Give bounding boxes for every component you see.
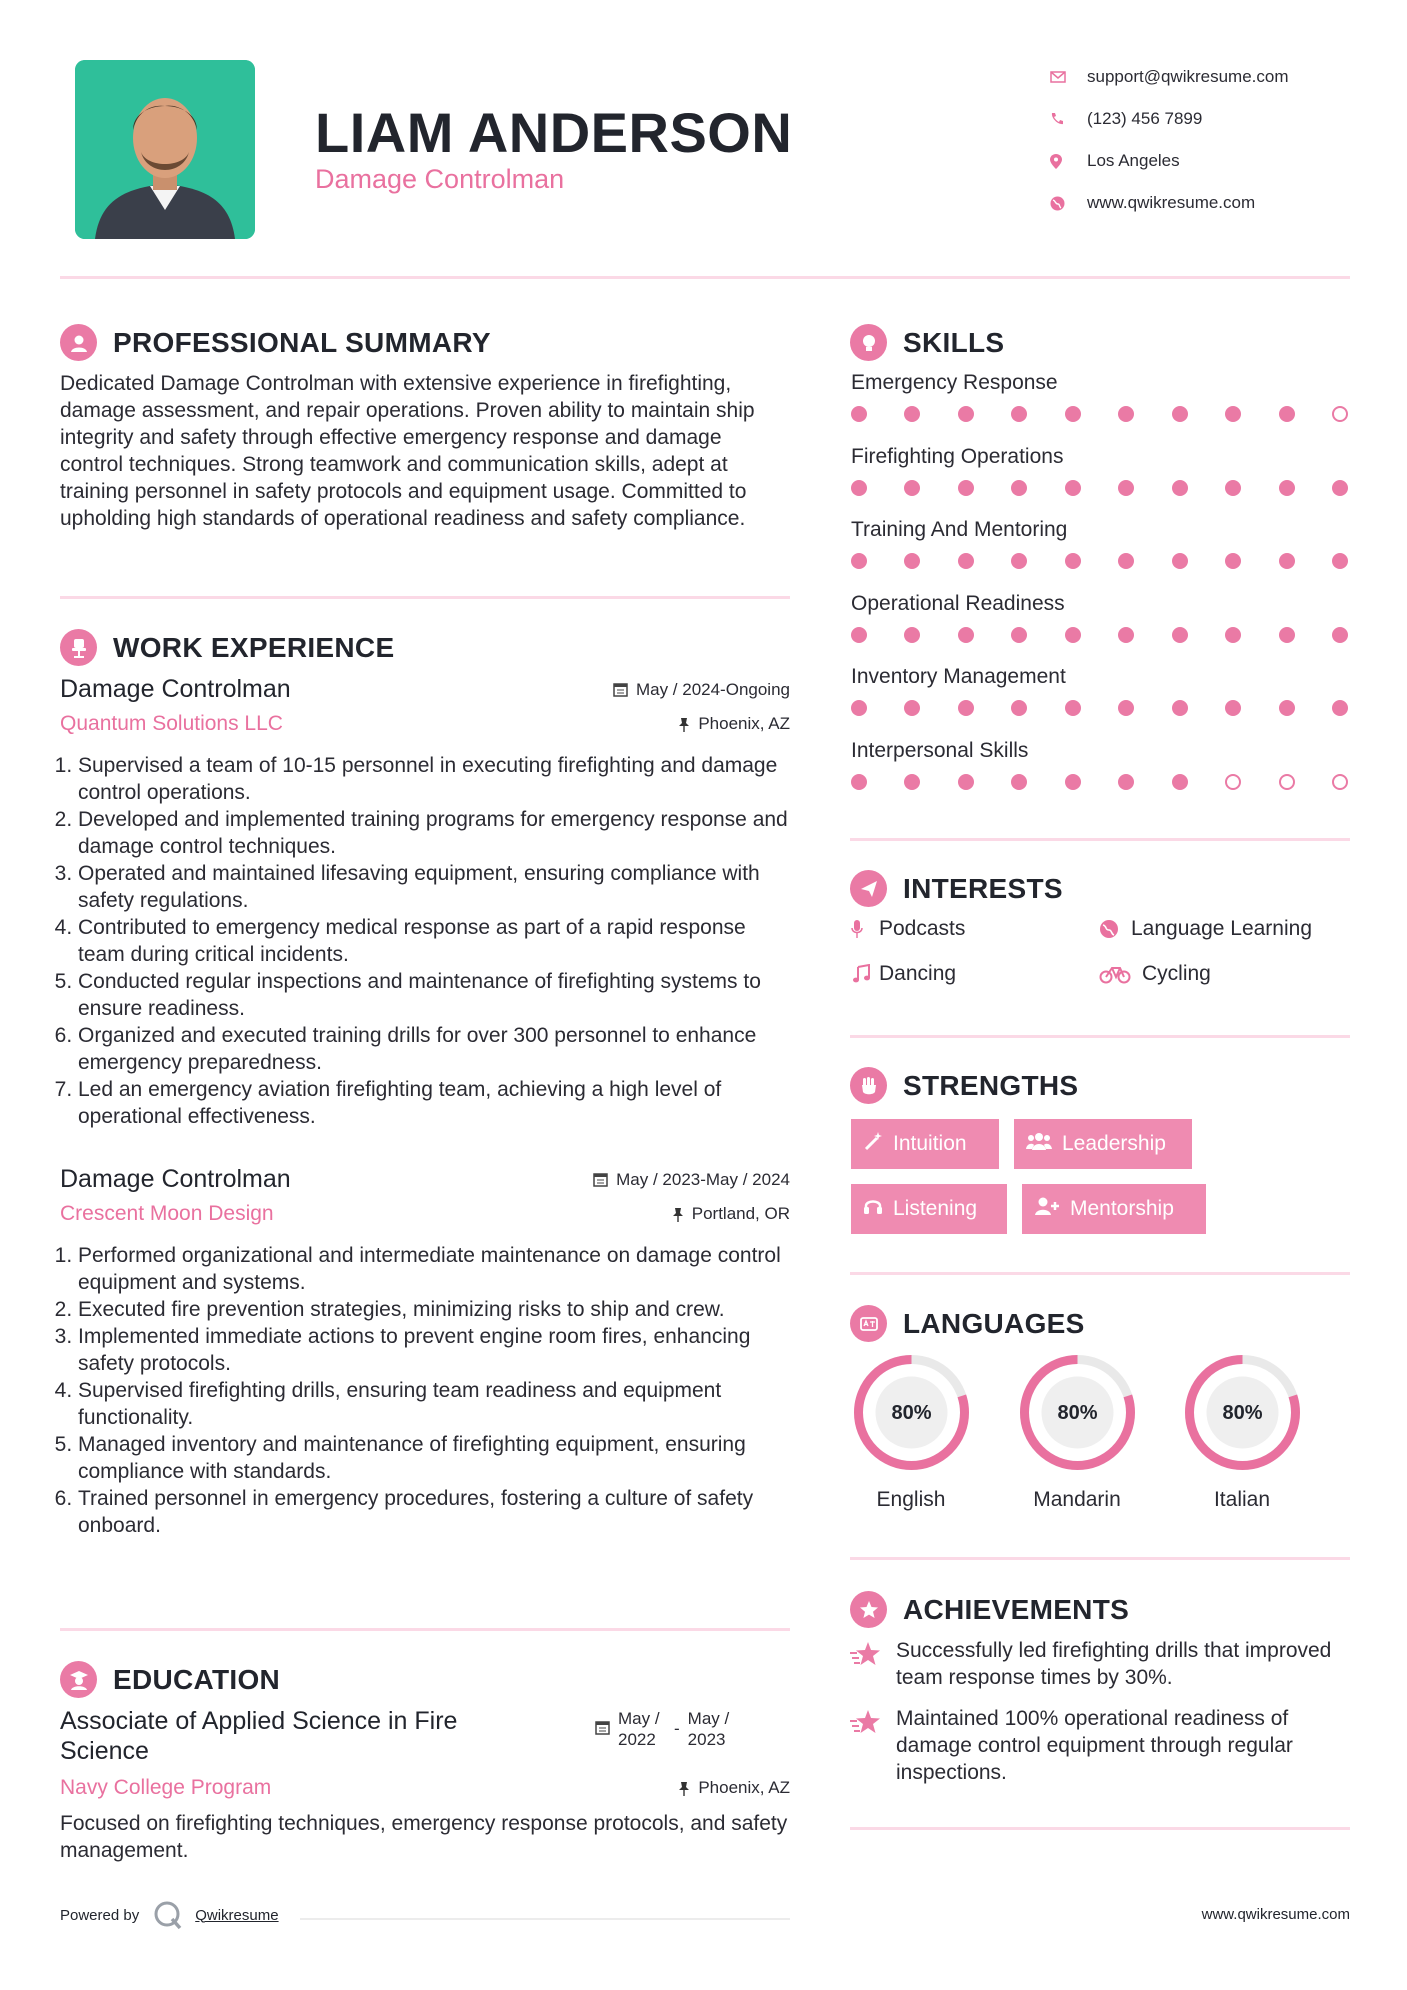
ring-percent-label: 80% (1222, 1402, 1263, 1424)
mail-icon (1050, 71, 1087, 83)
rating-dot-filled (1118, 627, 1134, 643)
rating-dot-filled (1065, 700, 1081, 716)
rating-dot-filled (904, 480, 920, 496)
rating-dot-filled (1118, 480, 1134, 496)
globe-icon (1099, 919, 1131, 939)
rating-dot-filled (851, 406, 867, 422)
rating-dot-filled (1065, 774, 1081, 790)
headphones-icon (863, 1196, 883, 1222)
footer-brand-link[interactable]: Qwikresume (195, 1906, 279, 1924)
skills-heading: SKILLS (850, 324, 1004, 361)
rating-dot-filled (1172, 480, 1188, 496)
interest-item: Podcasts (851, 917, 965, 941)
pushpin-icon (672, 1207, 684, 1222)
rating-dot-filled (958, 700, 974, 716)
interest-item: Cycling (1099, 962, 1211, 986)
strength-chip: Mentorship (1022, 1184, 1206, 1234)
achievements-heading: ACHIEVEMENTS (850, 1591, 1129, 1628)
rating-dot-filled (1011, 700, 1027, 716)
achievement-item: Maintained 100% operational readiness of damage control equipment through regular inspections. (850, 1705, 1350, 1786)
languages-divider (850, 1557, 1350, 1560)
rating-dot-filled (1225, 627, 1241, 643)
school-name: Navy College Program (60, 1776, 272, 1799)
translate-icon (850, 1305, 887, 1342)
education-entry (60, 1706, 790, 1864)
users-icon (1026, 1131, 1052, 1157)
rating-dot-filled (1225, 553, 1241, 569)
language-ring (851, 1352, 972, 1473)
job-location: Phoenix, AZ (678, 714, 790, 734)
footer-powered-by: Powered by Qwikresume (60, 1900, 279, 1930)
header-divider (60, 276, 1350, 279)
job-bullets (60, 1242, 790, 1539)
footer-url[interactable]: www.qwikresume.com (1201, 1906, 1350, 1923)
degree-title: Associate of Applied Science in Fire Science (60, 1707, 458, 1765)
achievements-divider (850, 1827, 1350, 1830)
languages-heading: LANGUAGES (850, 1305, 1085, 1342)
calendar-icon (593, 1172, 608, 1187)
paper-plane-icon (850, 870, 887, 907)
skill-rating (851, 700, 1348, 716)
skill-row (851, 518, 1348, 592)
user-icon (60, 324, 97, 361)
education-heading: EDUCATION (60, 1661, 280, 1698)
rating-dot-filled (904, 627, 920, 643)
graduate-icon (60, 1661, 97, 1698)
job-entry (60, 675, 790, 1130)
language-name: Italian (1213, 1488, 1271, 1511)
achievement-item: Successfully led firefighting drills that improved team response times by 30%. (850, 1637, 1350, 1691)
rating-dot-filled (1118, 553, 1134, 569)
rating-dot-filled (1279, 553, 1295, 569)
language-ring (1017, 1352, 1138, 1473)
interest-item: Dancing (851, 962, 956, 986)
footer-divider (300, 1918, 790, 1920)
rating-dot-filled (1118, 700, 1134, 716)
job-title: Damage Controlman (60, 675, 291, 703)
qwikresume-logo-icon (153, 1900, 183, 1930)
rating-dot-filled (1172, 406, 1188, 422)
rating-dot-filled (1332, 480, 1348, 496)
job-location: Portland, OR (672, 1204, 790, 1224)
user-plus-icon (1034, 1196, 1060, 1222)
rating-dot-filled (1332, 627, 1348, 643)
rating-dot-filled (958, 627, 974, 643)
rating-dot-filled (1279, 700, 1295, 716)
job-title: Damage Controlman (60, 1165, 291, 1193)
lightbulb-icon (850, 324, 887, 361)
award-star-icon (850, 1591, 887, 1628)
list-item: 1. Supervised a team of 10-15 personnel in executing firefighting and damage control operations. (78, 752, 790, 806)
phone-icon (1050, 112, 1087, 126)
skill-row (851, 592, 1348, 666)
rating-dot-filled (851, 700, 867, 716)
strength-chip: Leadership (1014, 1119, 1192, 1169)
ring-percent-label: 80% (891, 1402, 932, 1424)
rating-dot-filled (1225, 700, 1241, 716)
skill-name: Operational Readiness (851, 591, 1065, 615)
contact-phone-text: (123) 456 7899 (1087, 109, 1203, 128)
strength-chip: Intuition (851, 1119, 999, 1169)
education-description: Focused on firefighting techniques, emergency response protocols, and safety management. (60, 1812, 788, 1862)
rating-dot-filled (904, 553, 920, 569)
location-pin-icon (1050, 154, 1087, 169)
rating-dot-filled (1065, 480, 1081, 496)
language-ring (1182, 1352, 1303, 1473)
list-item: 5. Conducted regular inspections and maintenance of firefighting systems to ensure readiness. (78, 968, 790, 1022)
person-portrait-icon (75, 60, 255, 239)
magic-wand-icon (863, 1131, 883, 1157)
language-name: Mandarin (1033, 1488, 1121, 1511)
raised-fist-icon (850, 1067, 887, 1104)
job-entry (60, 1165, 790, 1539)
music-note-icon (851, 964, 879, 984)
summary-text: Dedicated Damage Controlman with extensive experience in firefighting, damage assessment, and repair operations. Proven ability to maintain ship integrity and safety through effective emergency response and damage control techniques. Strong teamwork and communication skills, adept at training personnel in safety protocols and equipment usage. Committed to upholding high standards of operational readiness and safety compliance. (60, 372, 755, 530)
rating-dot-empty (1279, 774, 1295, 790)
rating-dot-filled (1172, 774, 1188, 790)
rating-dot-empty (1332, 406, 1348, 422)
rating-dot-filled (1011, 480, 1027, 496)
contact-email-text: support@qwikresume.com (1087, 67, 1289, 86)
list-item: 2. Developed and implemented training programs for emergency response and damage control techniques. (78, 806, 790, 860)
skill-rating (851, 406, 1348, 422)
contact-location (1050, 140, 1289, 182)
rating-dot-filled (1332, 700, 1348, 716)
globe-icon (1050, 196, 1087, 211)
rating-dot-filled (1011, 627, 1027, 643)
contact-website[interactable] (1050, 182, 1289, 224)
contact-website-text: www.qwikresume.com (1087, 193, 1256, 212)
rating-dot-filled (904, 700, 920, 716)
rating-dot-filled (1118, 406, 1134, 422)
pushpin-icon (678, 717, 690, 732)
skill-row (851, 371, 1348, 445)
contact-list (1050, 56, 1289, 224)
skills-list (851, 371, 1348, 812)
rating-dot-filled (1225, 406, 1241, 422)
rating-dot-filled (1279, 406, 1295, 422)
rating-dot-filled (1172, 700, 1188, 716)
list-item: 7. Led an emergency aviation firefighting team, achieving a high level of operational effectiveness. (78, 1076, 790, 1130)
rating-dot-empty (1225, 774, 1241, 790)
candidate-name: LIAM ANDERSON (315, 101, 793, 164)
interest-item: Language Learning (1099, 917, 1312, 941)
summary-divider (60, 596, 790, 599)
rating-dot-filled (1332, 553, 1348, 569)
profile-photo (75, 60, 255, 239)
rating-dot-filled (1279, 480, 1295, 496)
rating-dot-filled (1011, 553, 1027, 569)
job-date: May / 2023-May / 2024 (593, 1170, 790, 1190)
skill-row (851, 665, 1348, 739)
interests-divider (850, 1035, 1350, 1038)
contact-email[interactable] (1050, 56, 1289, 98)
rating-dot-filled (1225, 480, 1241, 496)
bicycle-icon (1099, 964, 1142, 984)
experience-heading: WORK EXPERIENCE (60, 629, 394, 666)
contact-location-text: Los Angeles (1087, 151, 1180, 170)
calendar-icon (613, 682, 628, 697)
rating-dot-filled (904, 406, 920, 422)
rating-dot-filled (1279, 627, 1295, 643)
interests-heading: INTERESTS (850, 870, 1063, 907)
microphone-icon (851, 919, 879, 939)
star-burst-icon (850, 1705, 896, 1786)
education-location: Phoenix, AZ (678, 1778, 790, 1798)
rating-dot-filled (1065, 627, 1081, 643)
rating-dot-filled (1065, 553, 1081, 569)
list-item: 1. Performed organizational and intermediate maintenance on damage control equipment and systems. (78, 1242, 790, 1296)
rating-dot-filled (958, 774, 974, 790)
job-bullets (60, 752, 790, 1130)
list-item: 6. Organized and executed training drills for over 300 personnel to enhance emergency preparedness. (78, 1022, 790, 1076)
office-chair-icon (60, 629, 97, 666)
skill-row (851, 739, 1348, 813)
summary-heading: PROFESSIONAL SUMMARY (60, 324, 491, 361)
skill-name: Training And Mentoring (851, 518, 1068, 541)
contact-phone[interactable] (1050, 98, 1289, 140)
job-date: May / 2024-Ongoing (613, 680, 790, 700)
education-dates: May / 2022 - May / 2023 (595, 1708, 736, 1750)
skill-name: Firefighting Operations (851, 444, 1064, 468)
candidate-role: Damage Controlman (315, 164, 565, 194)
rating-dot-filled (904, 774, 920, 790)
skill-rating (851, 480, 1348, 496)
list-item: 3. Operated and maintained lifesaving equipment, ensuring compliance with safety regulations. (78, 860, 790, 914)
rating-dot-filled (851, 627, 867, 643)
pushpin-icon (678, 1781, 690, 1796)
job-company: Crescent Moon Design (60, 1202, 274, 1225)
list-item: 2. Executed fire prevention strategies, minimizing risks to ship and crew. (78, 1296, 790, 1323)
rating-dot-filled (1172, 627, 1188, 643)
list-item: 5. Managed inventory and maintenance of firefighting equipment, ensuring compliance with standards. (78, 1431, 790, 1485)
experience-divider (60, 1628, 790, 1631)
skill-name: Emergency Response (851, 371, 1058, 394)
skill-rating (851, 627, 1348, 643)
skill-name: Inventory Management (851, 665, 1066, 688)
rating-dot-filled (958, 480, 974, 496)
skills-divider (850, 838, 1350, 841)
rating-dot-filled (1118, 774, 1134, 790)
rating-dot-empty (1332, 774, 1348, 790)
strengths-heading: STRENGTHS (850, 1067, 1078, 1104)
rating-dot-filled (851, 774, 867, 790)
calendar-icon (595, 1720, 610, 1735)
ring-percent-label: 80% (1057, 1402, 1098, 1424)
rating-dot-filled (1065, 406, 1081, 422)
skill-rating (851, 553, 1348, 569)
rating-dot-filled (958, 406, 974, 422)
strength-chip: Listening (851, 1184, 1007, 1234)
job-company: Quantum Solutions LLC (60, 712, 283, 735)
skill-name: Interpersonal Skills (851, 738, 1029, 762)
list-item: 3. Implemented immediate actions to prevent engine room fires, enhancing safety protocols. (78, 1323, 790, 1377)
rating-dot-filled (1011, 406, 1027, 422)
skill-row (851, 445, 1348, 519)
strengths-divider (850, 1272, 1350, 1275)
rating-dot-filled (1011, 774, 1027, 790)
list-item: 4. Contributed to emergency medical response as part of a rapid response team during critical incidents. (78, 914, 790, 968)
language-name: English (876, 1488, 946, 1511)
rating-dot-filled (851, 480, 867, 496)
list-item: 4. Supervised firefighting drills, ensuring team readiness and equipment functionality. (78, 1377, 790, 1431)
rating-dot-filled (851, 553, 867, 569)
list-item: 6. Trained personnel in emergency procedures, fostering a culture of safety onboard. (78, 1485, 790, 1539)
star-burst-icon (850, 1637, 896, 1691)
rating-dot-filled (958, 553, 974, 569)
skill-rating (851, 774, 1348, 790)
rating-dot-filled (1172, 553, 1188, 569)
